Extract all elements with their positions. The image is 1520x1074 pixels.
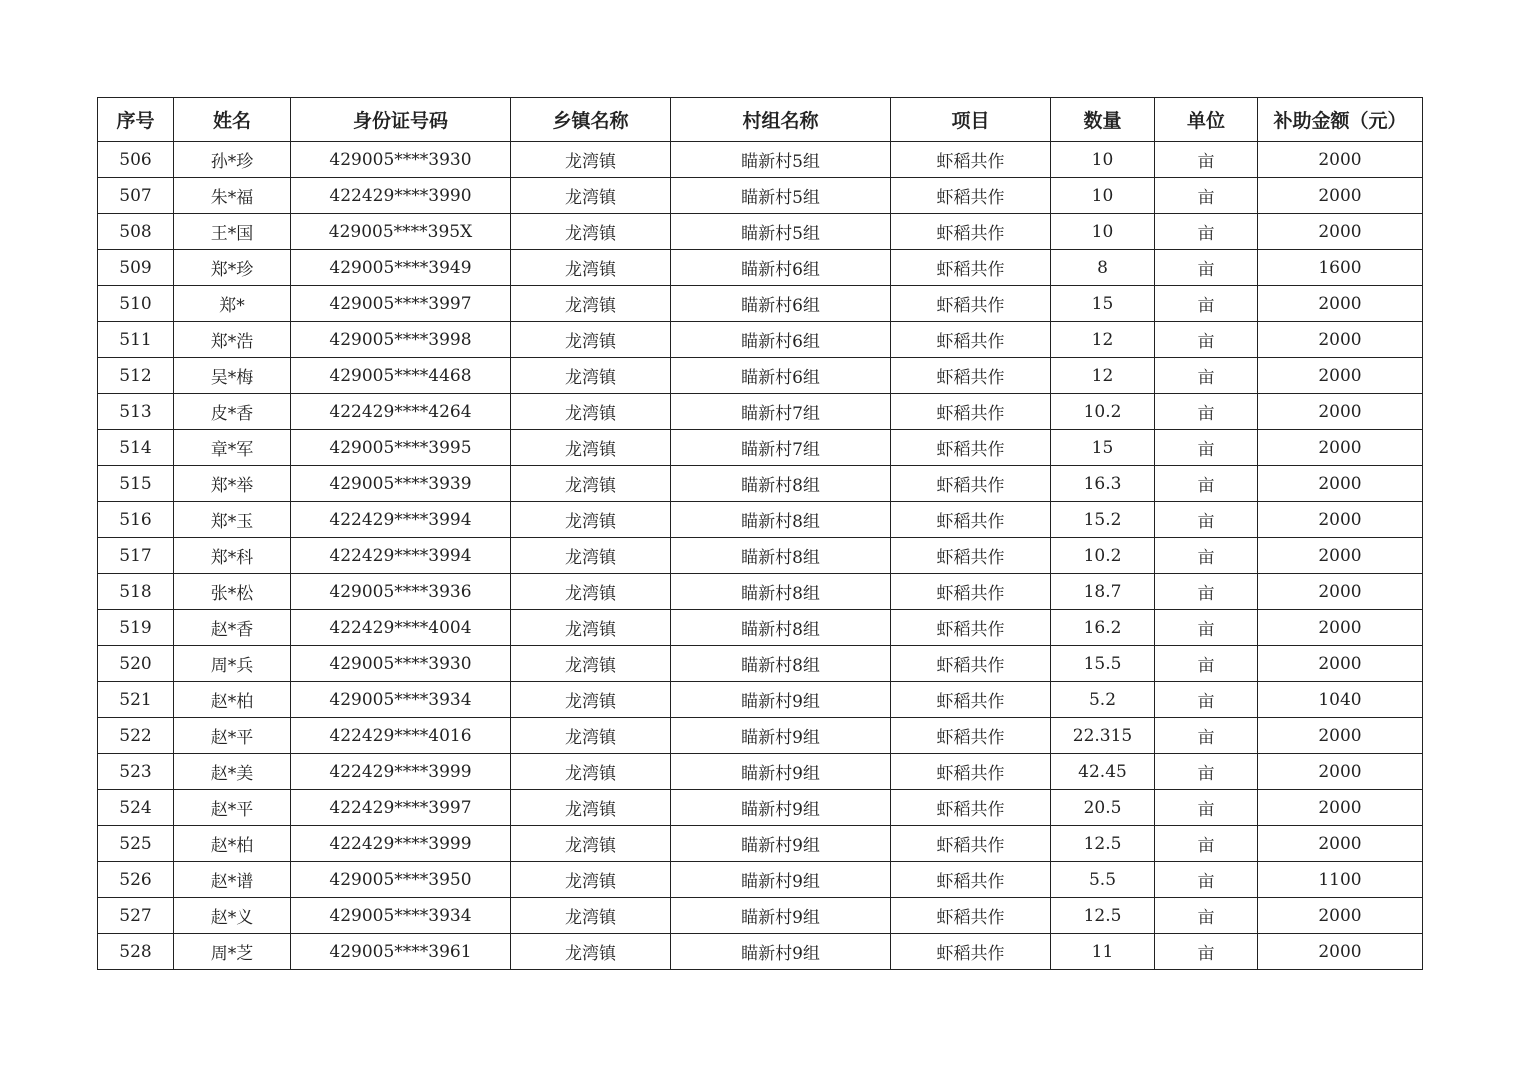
cell-township: 龙湾镇 [511, 934, 671, 970]
table-row [98, 898, 1423, 934]
cell-name: 赵*香 [174, 610, 291, 646]
table-row [98, 286, 1423, 322]
cell-index: 514 [98, 430, 174, 466]
cell-index: 512 [98, 358, 174, 394]
cell-subsidy-amount: 1040 [1258, 682, 1423, 718]
cell-village-group: 瞄新村6组 [671, 322, 891, 358]
cell-township: 龙湾镇 [511, 142, 671, 178]
cell-id-number: 429005****3930 [291, 646, 511, 682]
table-row [98, 430, 1423, 466]
cell-subsidy-amount: 2000 [1258, 178, 1423, 214]
table-row [98, 862, 1423, 898]
cell-township: 龙湾镇 [511, 214, 671, 250]
cell-quantity: 8 [1051, 250, 1155, 286]
cell-index: 525 [98, 826, 174, 862]
cell-index: 509 [98, 250, 174, 286]
cell-index: 508 [98, 214, 174, 250]
table-row [98, 178, 1423, 214]
cell-subsidy-amount: 2000 [1258, 574, 1423, 610]
cell-quantity: 10.2 [1051, 394, 1155, 430]
cell-subsidy-amount: 2000 [1258, 898, 1423, 934]
cell-name: 章*军 [174, 430, 291, 466]
cell-township: 龙湾镇 [511, 250, 671, 286]
cell-id-number: 429005****3939 [291, 466, 511, 502]
cell-village-group: 瞄新村8组 [671, 502, 891, 538]
cell-village-group: 瞄新村9组 [671, 898, 891, 934]
cell-township: 龙湾镇 [511, 394, 671, 430]
header-township: 乡镇名称 [511, 98, 671, 142]
cell-id-number: 422429****4264 [291, 394, 511, 430]
cell-quantity: 5.2 [1051, 682, 1155, 718]
cell-name: 郑*浩 [174, 322, 291, 358]
cell-township: 龙湾镇 [511, 286, 671, 322]
cell-township: 龙湾镇 [511, 502, 671, 538]
cell-quantity: 22.315 [1051, 718, 1155, 754]
cell-quantity: 10.2 [1051, 538, 1155, 574]
cell-unit: 亩 [1155, 538, 1258, 574]
cell-subsidy-amount: 2000 [1258, 430, 1423, 466]
cell-index: 522 [98, 718, 174, 754]
cell-index: 523 [98, 754, 174, 790]
cell-index: 511 [98, 322, 174, 358]
cell-village-group: 瞄新村5组 [671, 142, 891, 178]
header-village-group: 村组名称 [671, 98, 891, 142]
cell-id-number: 422429****3999 [291, 826, 511, 862]
cell-project: 虾稻共作 [891, 826, 1051, 862]
cell-project: 虾稻共作 [891, 250, 1051, 286]
cell-quantity: 16.2 [1051, 610, 1155, 646]
cell-id-number: 422429****4004 [291, 610, 511, 646]
cell-index: 527 [98, 898, 174, 934]
cell-index: 513 [98, 394, 174, 430]
cell-unit: 亩 [1155, 574, 1258, 610]
header-id-number: 身份证号码 [291, 98, 511, 142]
cell-index: 515 [98, 466, 174, 502]
cell-id-number: 429005****3998 [291, 322, 511, 358]
cell-subsidy-amount: 1100 [1258, 862, 1423, 898]
table-row [98, 718, 1423, 754]
header-subsidy-amount: 补助金额（元） [1258, 98, 1423, 142]
cell-index: 519 [98, 610, 174, 646]
cell-index: 524 [98, 790, 174, 826]
table-row [98, 358, 1423, 394]
header-unit: 单位 [1155, 98, 1258, 142]
cell-quantity: 10 [1051, 142, 1155, 178]
cell-subsidy-amount: 2000 [1258, 646, 1423, 682]
cell-unit: 亩 [1155, 142, 1258, 178]
table-row [98, 466, 1423, 502]
cell-township: 龙湾镇 [511, 826, 671, 862]
cell-unit: 亩 [1155, 394, 1258, 430]
header-quantity: 数量 [1051, 98, 1155, 142]
cell-name: 赵*义 [174, 898, 291, 934]
cell-id-number: 429005****395X [291, 214, 511, 250]
table-row [98, 754, 1423, 790]
cell-unit: 亩 [1155, 466, 1258, 502]
cell-name: 郑*科 [174, 538, 291, 574]
cell-subsidy-amount: 2000 [1258, 610, 1423, 646]
cell-quantity: 11 [1051, 934, 1155, 970]
table-row [98, 538, 1423, 574]
cell-unit: 亩 [1155, 502, 1258, 538]
cell-quantity: 15.2 [1051, 502, 1155, 538]
cell-project: 虾稻共作 [891, 574, 1051, 610]
cell-village-group: 瞄新村7组 [671, 394, 891, 430]
cell-project: 虾稻共作 [891, 934, 1051, 970]
cell-unit: 亩 [1155, 898, 1258, 934]
table-row [98, 682, 1423, 718]
cell-index: 506 [98, 142, 174, 178]
cell-village-group: 瞄新村8组 [671, 574, 891, 610]
cell-unit: 亩 [1155, 286, 1258, 322]
table-row [98, 502, 1423, 538]
cell-id-number: 422429****4016 [291, 718, 511, 754]
table-row [98, 142, 1423, 178]
cell-name: 张*松 [174, 574, 291, 610]
cell-id-number: 429005****3995 [291, 430, 511, 466]
cell-project: 虾稻共作 [891, 610, 1051, 646]
table-row [98, 322, 1423, 358]
cell-id-number: 429005****3961 [291, 934, 511, 970]
cell-index: 526 [98, 862, 174, 898]
cell-name: 郑* [174, 286, 291, 322]
cell-project: 虾稻共作 [891, 214, 1051, 250]
cell-subsidy-amount: 2000 [1258, 358, 1423, 394]
cell-quantity: 42.45 [1051, 754, 1155, 790]
cell-village-group: 瞄新村8组 [671, 610, 891, 646]
table-row [98, 826, 1423, 862]
table-row [98, 610, 1423, 646]
cell-unit: 亩 [1155, 358, 1258, 394]
cell-index: 520 [98, 646, 174, 682]
cell-subsidy-amount: 2000 [1258, 322, 1423, 358]
cell-id-number: 422429****3997 [291, 790, 511, 826]
cell-id-number: 429005****3930 [291, 142, 511, 178]
cell-village-group: 瞄新村9组 [671, 934, 891, 970]
cell-quantity: 16.3 [1051, 466, 1155, 502]
cell-quantity: 10 [1051, 214, 1155, 250]
cell-village-group: 瞄新村9组 [671, 718, 891, 754]
cell-subsidy-amount: 2000 [1258, 934, 1423, 970]
table-body [98, 142, 1423, 970]
cell-village-group: 瞄新村5组 [671, 178, 891, 214]
cell-name: 皮*香 [174, 394, 291, 430]
cell-quantity: 10 [1051, 178, 1155, 214]
cell-quantity: 20.5 [1051, 790, 1155, 826]
cell-quantity: 18.7 [1051, 574, 1155, 610]
cell-index: 517 [98, 538, 174, 574]
cell-subsidy-amount: 1600 [1258, 250, 1423, 286]
table-row [98, 574, 1423, 610]
cell-project: 虾稻共作 [891, 538, 1051, 574]
table-row [98, 934, 1423, 970]
cell-project: 虾稻共作 [891, 178, 1051, 214]
cell-unit: 亩 [1155, 826, 1258, 862]
cell-quantity: 15 [1051, 430, 1155, 466]
table-header [98, 98, 1423, 142]
cell-unit: 亩 [1155, 322, 1258, 358]
cell-quantity: 5.5 [1051, 862, 1155, 898]
cell-township: 龙湾镇 [511, 610, 671, 646]
cell-id-number: 422429****3999 [291, 754, 511, 790]
table-row [98, 646, 1423, 682]
cell-quantity: 15 [1051, 286, 1155, 322]
cell-name: 赵*平 [174, 790, 291, 826]
cell-index: 516 [98, 502, 174, 538]
cell-township: 龙湾镇 [511, 322, 671, 358]
cell-name: 赵*柏 [174, 826, 291, 862]
cell-id-number: 429005****4468 [291, 358, 511, 394]
table-row [98, 790, 1423, 826]
header-name: 姓名 [174, 98, 291, 142]
cell-name: 赵*美 [174, 754, 291, 790]
cell-index: 510 [98, 286, 174, 322]
cell-village-group: 瞄新村6组 [671, 250, 891, 286]
cell-township: 龙湾镇 [511, 358, 671, 394]
cell-id-number: 429005****3950 [291, 862, 511, 898]
cell-village-group: 瞄新村8组 [671, 646, 891, 682]
cell-index: 528 [98, 934, 174, 970]
cell-project: 虾稻共作 [891, 754, 1051, 790]
cell-name: 朱*福 [174, 178, 291, 214]
cell-village-group: 瞄新村6组 [671, 358, 891, 394]
cell-subsidy-amount: 2000 [1258, 466, 1423, 502]
cell-village-group: 瞄新村9组 [671, 754, 891, 790]
cell-quantity: 15.5 [1051, 646, 1155, 682]
cell-subsidy-amount: 2000 [1258, 754, 1423, 790]
cell-township: 龙湾镇 [511, 538, 671, 574]
cell-village-group: 瞄新村9组 [671, 790, 891, 826]
table-row [98, 214, 1423, 250]
cell-village-group: 瞄新村9组 [671, 682, 891, 718]
cell-township: 龙湾镇 [511, 790, 671, 826]
cell-unit: 亩 [1155, 646, 1258, 682]
cell-project: 虾稻共作 [891, 646, 1051, 682]
cell-index: 507 [98, 178, 174, 214]
cell-subsidy-amount: 2000 [1258, 394, 1423, 430]
cell-unit: 亩 [1155, 610, 1258, 646]
cell-village-group: 瞄新村7组 [671, 430, 891, 466]
cell-subsidy-amount: 2000 [1258, 286, 1423, 322]
cell-township: 龙湾镇 [511, 430, 671, 466]
cell-township: 龙湾镇 [511, 178, 671, 214]
cell-project: 虾稻共作 [891, 466, 1051, 502]
cell-id-number: 429005****3949 [291, 250, 511, 286]
cell-project: 虾稻共作 [891, 718, 1051, 754]
header-project: 项目 [891, 98, 1051, 142]
cell-name: 周*兵 [174, 646, 291, 682]
cell-township: 龙湾镇 [511, 898, 671, 934]
cell-name: 赵*平 [174, 718, 291, 754]
subsidy-table [97, 97, 1423, 970]
cell-index: 521 [98, 682, 174, 718]
cell-name: 周*芝 [174, 934, 291, 970]
cell-project: 虾稻共作 [891, 358, 1051, 394]
cell-index: 518 [98, 574, 174, 610]
cell-village-group: 瞄新村9组 [671, 826, 891, 862]
cell-id-number: 429005****3934 [291, 898, 511, 934]
cell-id-number: 422429****3994 [291, 502, 511, 538]
cell-township: 龙湾镇 [511, 682, 671, 718]
cell-quantity: 12.5 [1051, 826, 1155, 862]
cell-id-number: 422429****3994 [291, 538, 511, 574]
cell-project: 虾稻共作 [891, 430, 1051, 466]
cell-name: 吴*梅 [174, 358, 291, 394]
cell-quantity: 12 [1051, 358, 1155, 394]
cell-subsidy-amount: 2000 [1258, 142, 1423, 178]
cell-name: 赵*柏 [174, 682, 291, 718]
cell-unit: 亩 [1155, 178, 1258, 214]
cell-name: 郑*举 [174, 466, 291, 502]
cell-name: 赵*谱 [174, 862, 291, 898]
cell-unit: 亩 [1155, 718, 1258, 754]
cell-unit: 亩 [1155, 430, 1258, 466]
cell-village-group: 瞄新村9组 [671, 862, 891, 898]
cell-project: 虾稻共作 [891, 862, 1051, 898]
cell-township: 龙湾镇 [511, 646, 671, 682]
cell-subsidy-amount: 2000 [1258, 826, 1423, 862]
cell-village-group: 瞄新村8组 [671, 466, 891, 502]
cell-township: 龙湾镇 [511, 718, 671, 754]
cell-village-group: 瞄新村5组 [671, 214, 891, 250]
cell-id-number: 429005****3936 [291, 574, 511, 610]
cell-quantity: 12 [1051, 322, 1155, 358]
cell-unit: 亩 [1155, 754, 1258, 790]
cell-village-group: 瞄新村6组 [671, 286, 891, 322]
cell-project: 虾稻共作 [891, 790, 1051, 826]
cell-name: 王*国 [174, 214, 291, 250]
cell-township: 龙湾镇 [511, 862, 671, 898]
header-index: 序号 [98, 98, 174, 142]
cell-unit: 亩 [1155, 682, 1258, 718]
cell-village-group: 瞄新村8组 [671, 538, 891, 574]
cell-project: 虾稻共作 [891, 322, 1051, 358]
cell-subsidy-amount: 2000 [1258, 214, 1423, 250]
header-row [98, 98, 1423, 142]
cell-project: 虾稻共作 [891, 682, 1051, 718]
cell-project: 虾稻共作 [891, 286, 1051, 322]
cell-id-number: 429005****3934 [291, 682, 511, 718]
cell-unit: 亩 [1155, 862, 1258, 898]
cell-project: 虾稻共作 [891, 394, 1051, 430]
cell-project: 虾稻共作 [891, 502, 1051, 538]
cell-id-number: 429005****3997 [291, 286, 511, 322]
cell-name: 郑*玉 [174, 502, 291, 538]
cell-unit: 亩 [1155, 934, 1258, 970]
cell-township: 龙湾镇 [511, 574, 671, 610]
cell-name: 郑*珍 [174, 250, 291, 286]
cell-subsidy-amount: 2000 [1258, 718, 1423, 754]
cell-unit: 亩 [1155, 250, 1258, 286]
cell-township: 龙湾镇 [511, 466, 671, 502]
cell-quantity: 12.5 [1051, 898, 1155, 934]
cell-subsidy-amount: 2000 [1258, 538, 1423, 574]
cell-unit: 亩 [1155, 790, 1258, 826]
cell-id-number: 422429****3990 [291, 178, 511, 214]
cell-project: 虾稻共作 [891, 898, 1051, 934]
cell-subsidy-amount: 2000 [1258, 790, 1423, 826]
cell-subsidy-amount: 2000 [1258, 502, 1423, 538]
cell-township: 龙湾镇 [511, 754, 671, 790]
table-row [98, 394, 1423, 430]
cell-unit: 亩 [1155, 214, 1258, 250]
table-row [98, 250, 1423, 286]
cell-project: 虾稻共作 [891, 142, 1051, 178]
cell-name: 孙*珍 [174, 142, 291, 178]
